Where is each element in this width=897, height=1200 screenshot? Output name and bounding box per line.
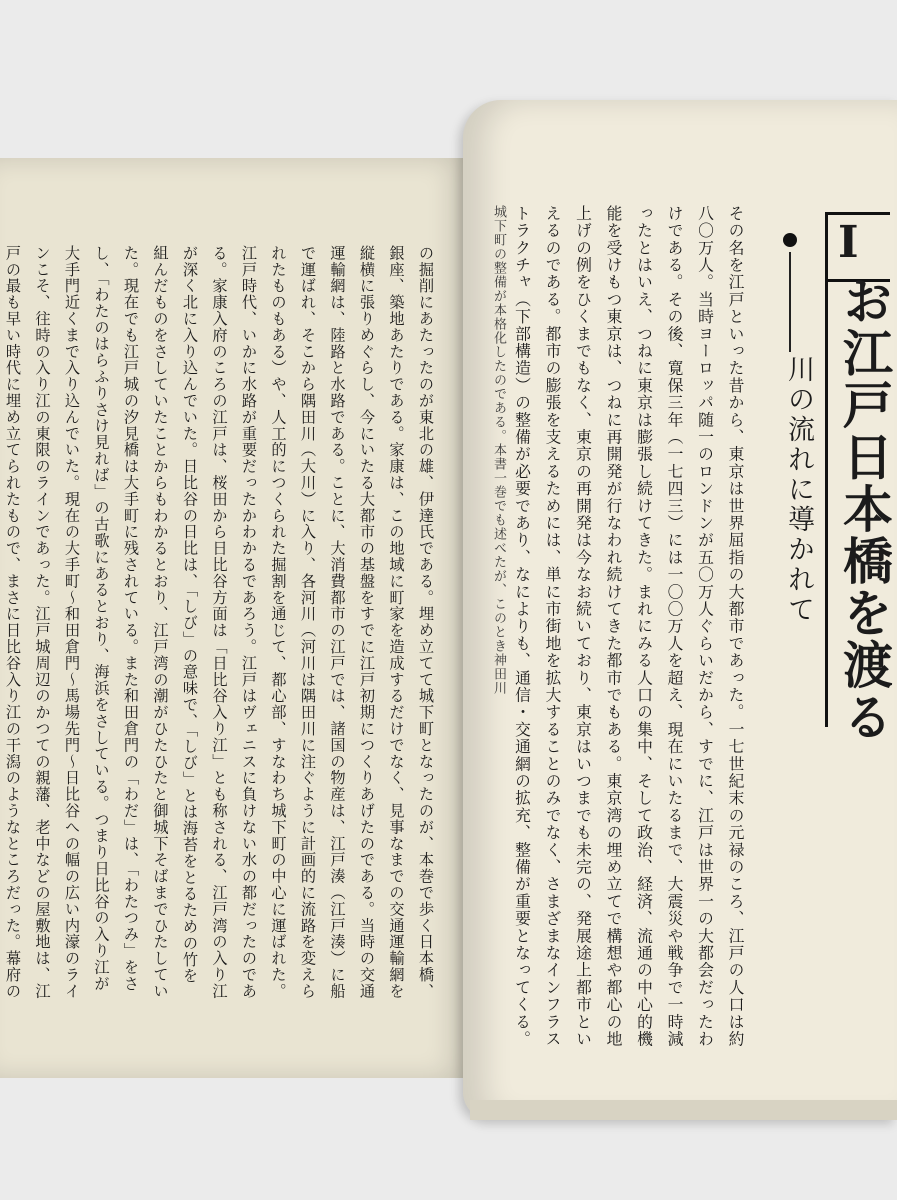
left-page-body-text: の掘削にあたったのが東北の雄、伊達氏である。埋め立てて城下町となったのが、本巻で歩く日本橋、銀座、築地あたりである。家康は、この地域に町家を造成するだけでなく、見事なまでの交通運輸網を縦横に張りめぐらし、今にいたる大都市の基盤をすでに江戸初期につくりあげたのである。当時の交通運輸網は、陸路と水路である。ことに、大消費都市の江戸では、諸国の物産は、江戸湊（江戸湊）に船で運ばれ、そこから隅田川（大川）に入り、各河川（河川は隅田川に注ぐように計画的に流路を変えられたものもある）や、人工的につくられた掘割を通じて、都心部、すなわち城下町の中心に運ばれた。江戸時代、いかに水路が重要だったかわかるであろう。江戸はヴェニスに負けない水の都だったのである。家康入府のころの江戸は、桜田から日比谷方面は「日比谷入り江」とも称される、江戸湾の入り江が深く北に入り込んでいた。日比谷の日比は、「しび」の意味で、「しび」とは海苔をとるための竹を組んだものをさしていたことからもわかるとおり、江戸湾の潮がひたひたと御城下そばまでひたしていた。現在でも江戸城の汐見橋は大手町に残されている。また和田倉門の「わだ」は、「わたつみ」をさし、「わたのはらふりさけ見れば」の古歌にあるとおり、海浜をさしている。つまり日比谷の入り江が大手門近くまで入り込んでいた。現在の大手町〜和田倉門〜馬場先門〜日比谷への幅の広い内濠のラインこそ、往時の入り江の東限のラインであった。江戸城周辺のかつての親藩、老中などの屋敷地は、江戸の最も早い時代に埋め立てられたもので、まさに日比谷入り江の干潟のようなところだった。幕府の <box>4 245 435 1000</box>
chapter-title-rule <box>825 212 828 727</box>
bullet-icon <box>783 233 797 247</box>
chapter-number-box <box>825 212 890 282</box>
right-page-body-text: その名を江戸といった昔から、東京は世界屈指の大都市であった。一七世紀末の元禄のころ、江戸の人口は約八〇万人。当時ヨーロッパ随一のロンドンが五〇万人ぐらいだから、すでに、江戸は世界一の大都会だったわけである。その後、寛保三年（一七四三）には一〇〇万人を超え、現在にいたるまで、大震災や戦争で一時減ったとはいえ、つねに東京は膨張し続けてきた。まれにみる人口の集中、そして政治、経済、流通の中心的機能を受けもつ東京は、つねに再開発が行なわれ続けてきた都市でもある。東京湾の埋め立てで構想や都心の地上げの例をひくまでもなく、東京の再開発は今なお続いており、東京はいつまでも未完の、発展途上都市といえるのである。都市の膨張を支えるためには、単に市街地を拡大することのみでなく、さまざまなインフラストラクチャ（下部構造）の整備が必要であり、なによりも、通信・交通網の拡充、整備が重要となってくる。 <box>512 205 745 1048</box>
page-edge <box>470 1100 897 1120</box>
chapter-title: お江戸日本橋を渡る <box>835 275 894 743</box>
chapter-number: I <box>838 217 859 268</box>
right-page-body-tail: 城下町の整備が本格化したのである。本書一巻でも述べたが、このとき神田川 <box>491 205 506 695</box>
chapter-subtitle: 川の流れに導かれて <box>783 355 814 625</box>
subtitle-rule <box>789 252 791 352</box>
